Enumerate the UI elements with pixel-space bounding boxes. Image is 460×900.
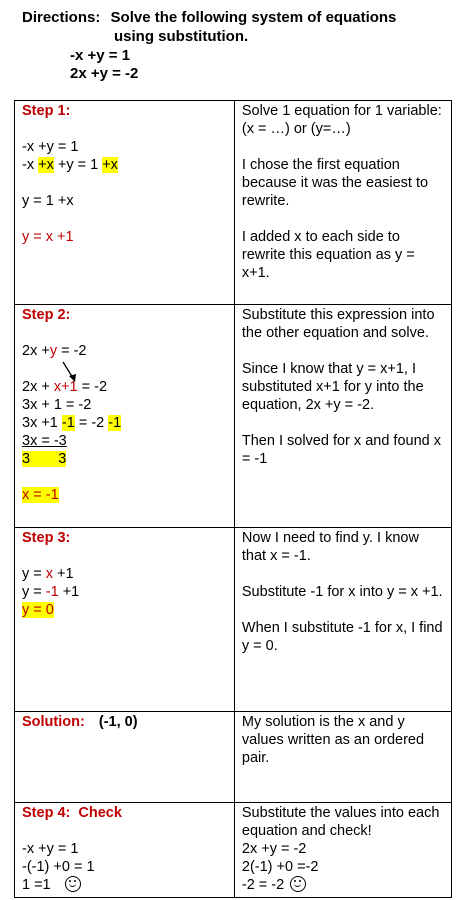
step2-expl1: Substitute this expression into the other equation and solve.	[241, 307, 435, 341]
step1-expl3: I added x to each side to rewrite this equation as y = x+1.	[241, 229, 415, 281]
step4-line3: 1 =1	[22, 876, 229, 894]
solution-value: (-1, 0)	[98, 714, 138, 730]
step2-line3: 3x + 1 = -2	[22, 397, 92, 413]
solution-cell	[15, 712, 235, 803]
step3-work-cell	[15, 528, 235, 712]
step2-line2: 2x + x+1 = -2	[22, 379, 108, 395]
step2-line5: 3x = -3	[22, 433, 67, 449]
directions-text-line2: using substitution.	[114, 28, 249, 45]
system-equation-1: -x +y = 1	[70, 47, 131, 64]
step4-expl3: 2(-1) +0 =-2	[241, 859, 319, 875]
step2-line1: 2x +y = -2	[22, 343, 87, 359]
step1-expl1: Solve 1 equation for 1 variable: (x = …) or (y=…)	[241, 103, 442, 137]
solution-explanation-cell	[234, 712, 451, 803]
step4-expl2: 2x +y = -2	[241, 841, 307, 857]
step2-expl3: Then I solved for x and found x = -1	[241, 433, 441, 467]
step1-line1: -x +y = 1	[22, 139, 79, 155]
step3-explanation-cell	[234, 528, 451, 712]
step3-expl3: When I substitute -1 for x, I find y = 0.	[241, 620, 443, 654]
step2-explanation-cell	[234, 305, 451, 528]
step1-title: Step 1:	[22, 103, 71, 119]
step3-expl1: Now I need to find y. I know that x = -1.	[241, 530, 419, 564]
solution-table	[14, 100, 452, 898]
step4-line2: -(-1) +0 = 1	[22, 859, 95, 875]
step3-line1: y = x +1	[22, 566, 74, 582]
table-row-step1	[15, 101, 452, 305]
table-row-step2	[15, 305, 452, 528]
table-row-step3	[15, 528, 452, 712]
step1-line3: y = 1 +x	[22, 193, 74, 209]
table-row-step4	[15, 803, 452, 898]
step3-expl2: Substitute -1 for x into y = x +1.	[241, 584, 443, 600]
step2-title: Step 2:	[22, 307, 71, 323]
system-equation-2: 2x +y = -2	[70, 65, 139, 82]
directions-text-line1: Solve the following system of equations	[110, 9, 397, 26]
solution-expl: My solution is the x and y values written as an ordered pair.	[241, 714, 425, 766]
step1-explanation-cell	[234, 101, 451, 305]
directions-header	[22, 9, 396, 27]
step4-title: Step 4: Check	[22, 805, 122, 821]
step2-line7: x = -1	[22, 487, 59, 503]
table-row-solution	[15, 712, 452, 803]
substitution-arrow-icon	[61, 361, 81, 383]
step2-expl2: Since I know that y = x+1, I substituted x+1 for y into the equation, 2x +y = -2.	[241, 361, 424, 413]
step1-expl2: I chose the first equation because it was the easiest to rewrite.	[241, 157, 429, 209]
step4-work-cell	[15, 803, 235, 898]
step4-explanation-cell	[234, 803, 451, 898]
smiley-face-icon	[65, 876, 81, 892]
solution-title: Solution:	[22, 714, 85, 730]
step1-line2: -x +x +y = 1 +x	[22, 157, 118, 173]
step4-expl1: Substitute the values into each equation and check!	[241, 805, 440, 839]
step2-work-cell	[15, 305, 235, 528]
step1-work-cell	[15, 101, 235, 305]
directions-label: Directions:	[22, 9, 101, 26]
smiley-face-icon	[290, 876, 306, 892]
step2-line4: 3x +1 -1 = -2 -1	[22, 415, 122, 431]
step3-line3: y = 0	[22, 602, 54, 618]
step3-line2: y = -1 +1	[22, 584, 80, 600]
step2-line6: 3 3	[22, 451, 67, 467]
step3-title: Step 3:	[22, 530, 71, 546]
step4-expl4: -2 = -2	[242, 876, 446, 894]
step4-line1: -x +y = 1	[22, 841, 79, 857]
step1-line4: y = x +1	[22, 229, 74, 245]
